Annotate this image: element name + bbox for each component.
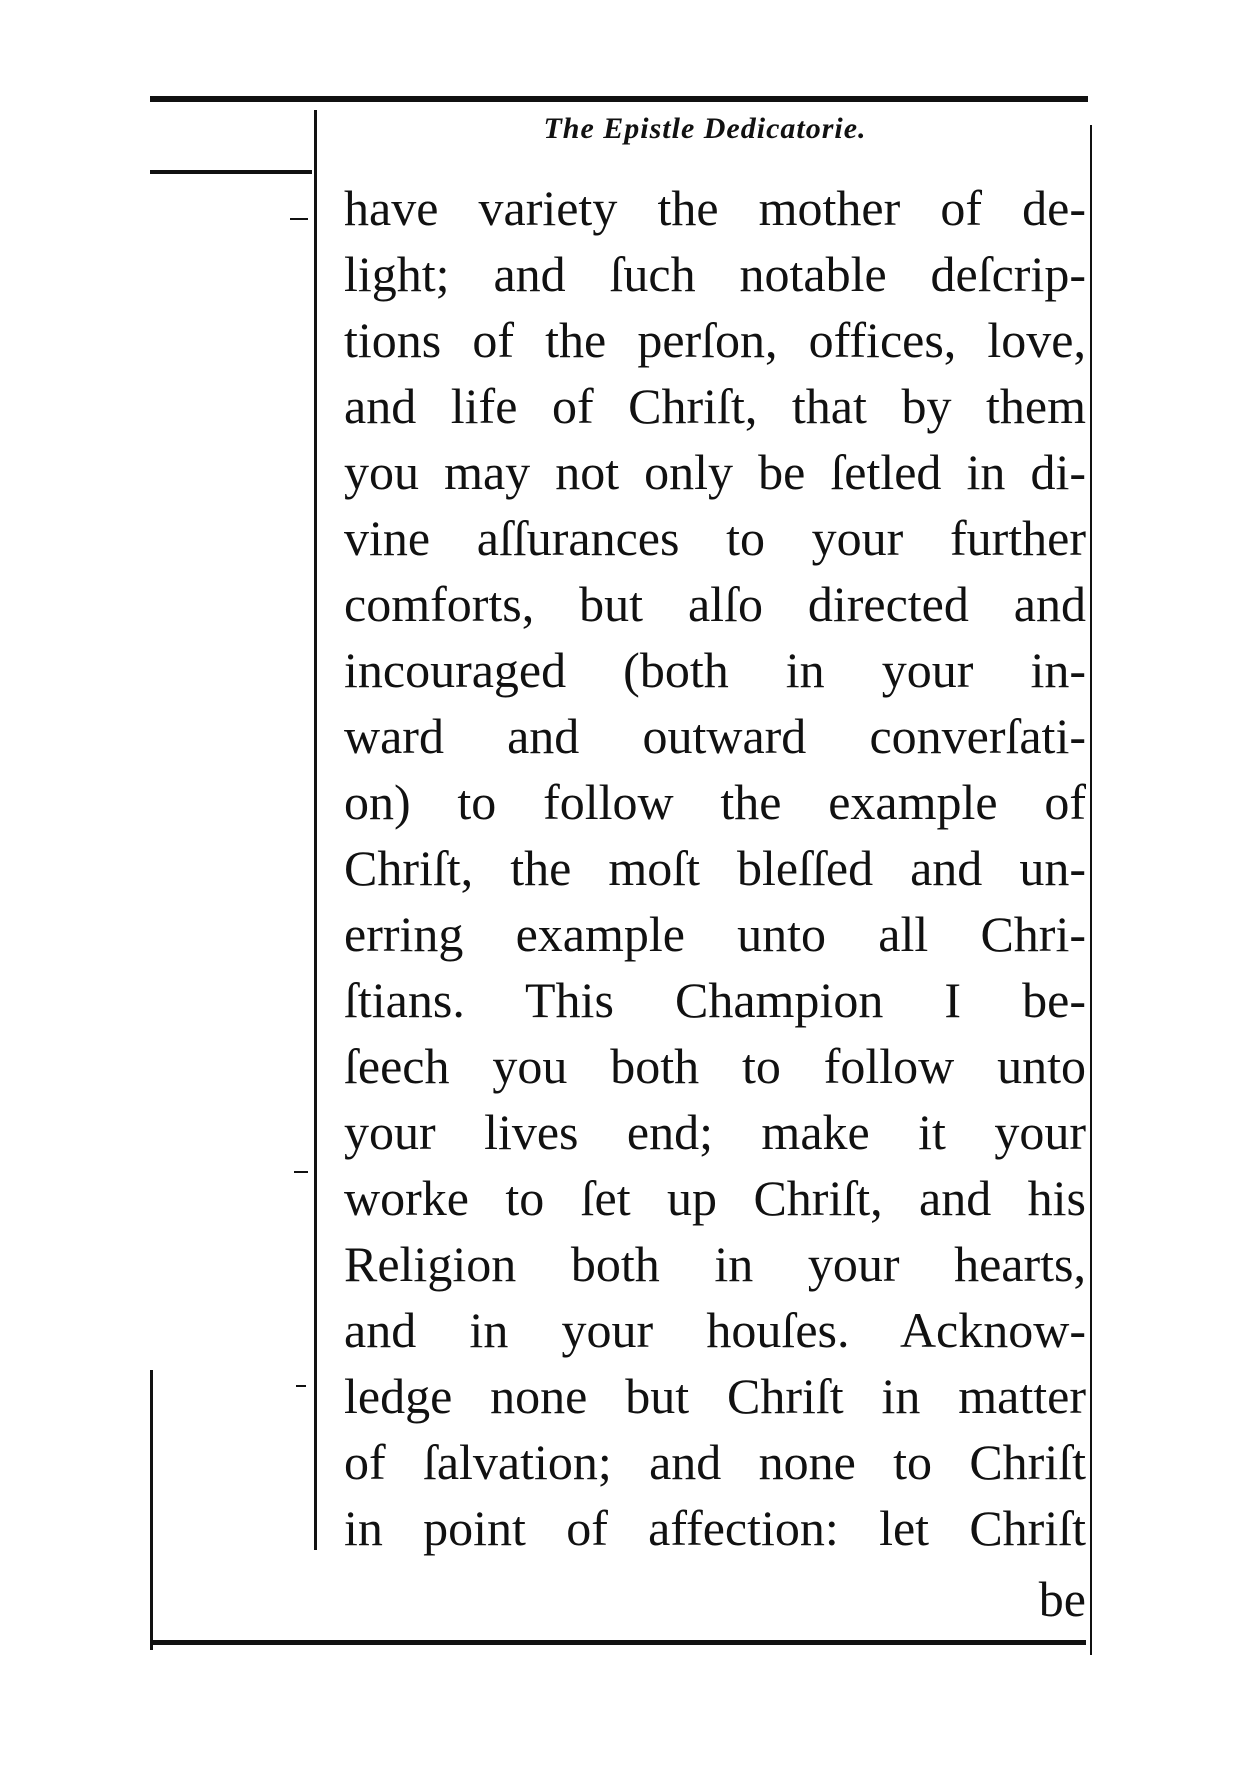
body-text [344, 175, 1086, 1561]
text-line: have variety the mother of de- [344, 180, 1086, 236]
text-line: ward and outward converſati- [344, 708, 1086, 764]
left-margin-rule [150, 170, 312, 174]
text-line: ſtians. This Champion I be- [344, 972, 1086, 1028]
top-rule [150, 96, 1088, 102]
margin-mark [290, 218, 308, 220]
text-line: erring example unto all Chri- [344, 906, 1086, 962]
inner-border-line [314, 110, 317, 1550]
margin-mark [294, 1171, 308, 1173]
text-line: Religion both in your hearts, [344, 1236, 1086, 1292]
text-line: Chriſt, the moſt bleſſed and un- [344, 840, 1086, 896]
bottom-rule [150, 1640, 1086, 1645]
text-line: incouraged (both in your in- [344, 642, 1086, 698]
text-line: tions of the perſon, offices, love, [344, 312, 1086, 368]
text-line: of ſalvation; and none to Chriſt [344, 1434, 1086, 1490]
text-line: ſeech you both to follow unto [344, 1038, 1086, 1094]
far-left-border-line [150, 1370, 153, 1650]
right-border-line [1090, 125, 1092, 1655]
text-line: and in your houſes. Acknow- [344, 1302, 1086, 1358]
text-line: light; and ſuch notable deſcrip- [344, 246, 1086, 302]
text-line: your lives end; make it your [344, 1104, 1086, 1160]
running-head: The Epistle Dedicatorie. [543, 112, 867, 145]
catchword: be [1038, 1571, 1086, 1627]
margin-mark [296, 1385, 306, 1387]
text-line: and life of Chriſt, that by them [344, 378, 1086, 434]
text-line: you may not only be ſetled in di- [344, 444, 1086, 500]
text-line: vine aſſurances to your further [344, 510, 1086, 566]
text-line: comforts, but alſo directed and [344, 576, 1086, 632]
text-line: on) to follow the example of [344, 774, 1086, 830]
text-line: ledge none but Chriſt in matter [344, 1368, 1086, 1424]
text-line: worke to ſet up Chriſt, and his [344, 1170, 1086, 1226]
text-line: in point of affection: let Chriſt [344, 1500, 1086, 1556]
